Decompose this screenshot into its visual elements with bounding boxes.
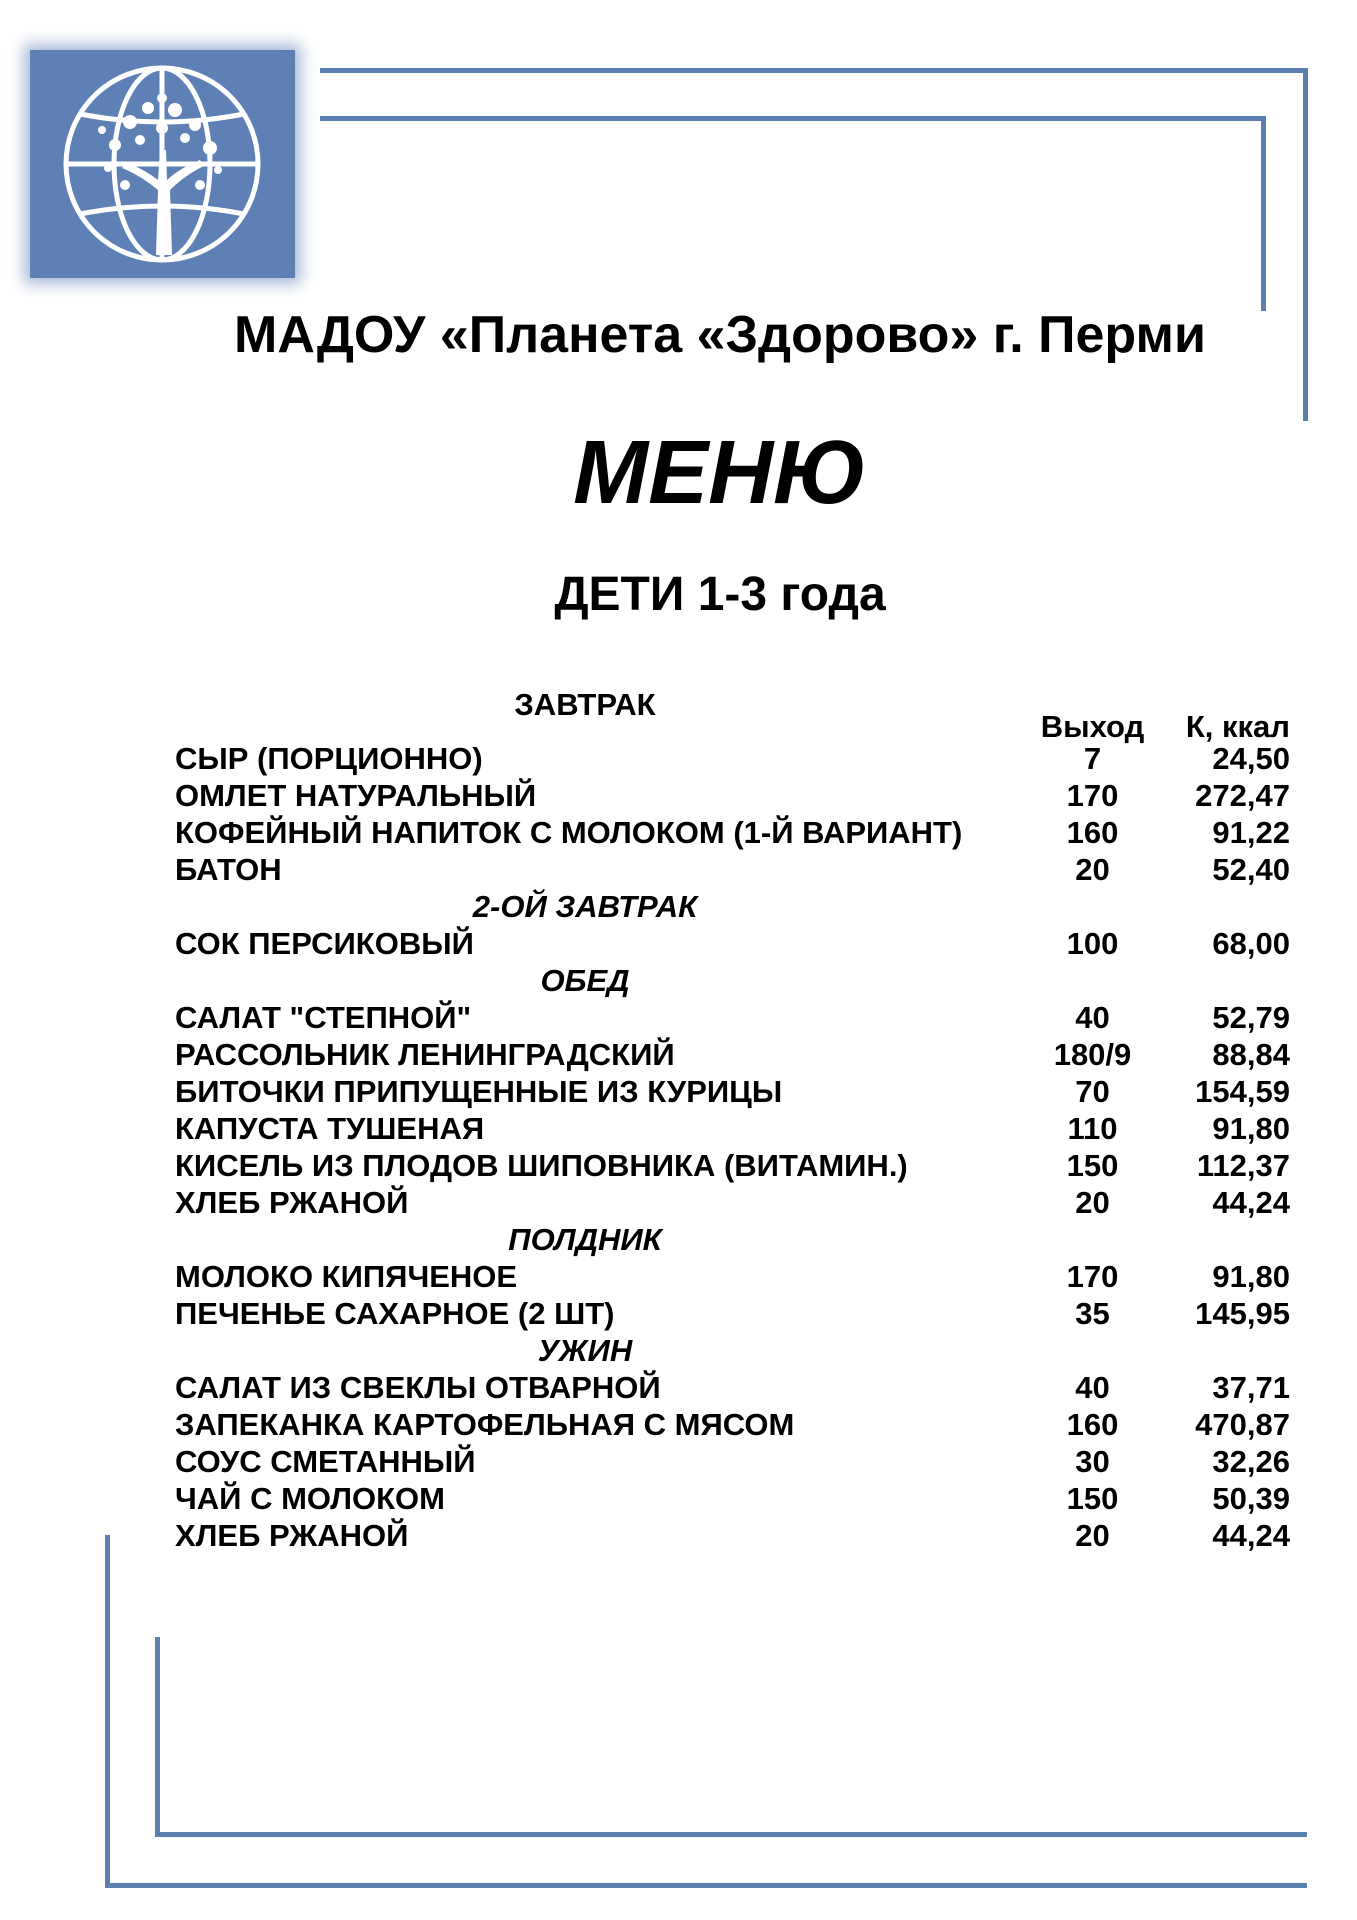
item-kcal: 91,22 [1212,815,1290,850]
menu-item-row [175,1110,1290,1147]
item-kcal: 91,80 [1212,1111,1290,1146]
item-name: ЧАЙ С МОЛОКОМ [175,1481,445,1516]
menu-item-row [175,1073,1290,1110]
frame-left-outer [105,1535,110,1888]
menu-item-row [175,851,1290,888]
menu-item-row [175,814,1290,851]
item-output: 40 [1075,1000,1110,1035]
item-name: ХЛЕБ РЖАНОЙ [175,1185,409,1220]
menu-item-row [175,925,1290,962]
column-header-output: Выход [1040,709,1145,744]
item-output: 40 [1075,1370,1110,1405]
menu-item-row [175,1258,1290,1295]
item-output: 170 [1066,1259,1119,1294]
item-name: БИТОЧКИ ПРИПУЩЕННЫЕ ИЗ КУРИЦЫ [175,1074,783,1109]
menu-table [175,685,1290,1554]
globe-tree-icon [30,50,295,278]
age-group-title: ДЕТИ 1-3 года [554,568,886,621]
organization-title: МАДОУ «Планета «Здорово» г. Перми [234,306,1206,364]
item-name: КОФЕЙНЫЙ НАПИТОК С МОЛОКОМ (1-Й ВАРИАНТ) [175,815,963,850]
item-name: КАПУСТА ТУШЕНАЯ [175,1111,485,1146]
item-name: САЛАТ "СТЕПНОЙ" [175,1000,472,1035]
item-output: 30 [1075,1444,1110,1479]
item-name: СЫР (ПОРЦИОННО) [175,741,483,776]
item-kcal: 88,84 [1212,1037,1290,1072]
frame-right-inner [1261,116,1266,311]
item-kcal: 52,40 [1212,852,1290,887]
item-kcal: 52,79 [1212,1000,1290,1035]
item-name: МОЛОКО КИПЯЧЕНОЕ [175,1259,518,1294]
menu-title: МЕНЮ [573,423,867,523]
menu-item-row [175,740,1290,777]
menu-item-row [175,999,1290,1036]
item-kcal: 24,50 [1212,741,1290,776]
logo [30,50,295,278]
menu-item-row [175,1369,1290,1406]
item-output: 100 [1066,926,1119,961]
item-name: ОМЛЕТ НАТУРАЛЬНЫЙ [175,778,537,813]
item-kcal: 32,26 [1212,1444,1290,1479]
frame-bottom-inner [155,1832,1307,1837]
item-kcal: 50,39 [1212,1481,1290,1516]
item-output: 110 [1067,1111,1118,1146]
item-kcal: 44,24 [1212,1518,1290,1553]
item-kcal: 272,47 [1195,778,1290,813]
item-name: БАТОН [175,852,282,887]
item-output: 150 [1066,1148,1119,1183]
item-kcal: 154,59 [1195,1074,1290,1109]
item-kcal: 44,24 [1212,1185,1290,1220]
frame-top-inner [320,116,1266,121]
frame-right-outer [1303,68,1308,421]
section-label: 2-ОЙ ЗАВТРАК [472,889,698,924]
item-output: 20 [1075,852,1110,887]
menu-item-row [175,1147,1290,1184]
frame-top-outer [320,68,1307,73]
menu-item-row [175,777,1290,814]
item-kcal: 470,87 [1195,1407,1290,1442]
section-label-breakfast: ЗАВТРАК [514,687,656,722]
item-output: 160 [1066,815,1119,850]
item-name: РАССОЛЬНИК ЛЕНИНГРАДСКИЙ [175,1037,675,1072]
frame-left-inner [155,1637,160,1835]
menu-item-row [175,1480,1290,1517]
item-name: ПЕЧЕНЬЕ САХАРНОЕ (2 ШТ) [175,1296,615,1331]
item-output: 170 [1066,778,1119,813]
item-kcal: 68,00 [1212,926,1290,961]
column-header-kcal: К, ккал [1185,709,1290,744]
item-name: СОУС СМЕТАННЫЙ [175,1444,476,1479]
menu-item-row [175,1406,1290,1443]
item-name: КИСЕЛЬ ИЗ ПЛОДОВ ШИПОВНИКА (ВИТАМИН.) [175,1148,908,1183]
section-label: ОБЕД [540,963,630,998]
item-output: 70 [1075,1074,1110,1109]
menu-item-row [175,1295,1290,1332]
item-output: 180/9 [1053,1037,1132,1072]
item-name: САЛАТ ИЗ СВЕКЛЫ ОТВАРНОЙ [175,1370,661,1405]
item-kcal: 91,80 [1212,1259,1290,1294]
menu-item-row [175,1517,1290,1554]
section-label: УЖИН [537,1333,633,1368]
table-header [175,685,1290,744]
item-name: ХЛЕБ РЖАНОЙ [175,1518,409,1553]
item-output: 35 [1075,1296,1110,1331]
item-name: СОК ПЕРСИКОВЫЙ [175,926,474,961]
item-kcal: 112,37 [1196,1148,1290,1183]
item-output: 20 [1075,1185,1110,1220]
breakfast-items [175,740,1290,888]
menu-item-row [175,1443,1290,1480]
frame-bottom-outer [105,1883,1307,1888]
item-output: 20 [1075,1518,1110,1553]
menu-sections [175,888,1290,1554]
menu-item-row [175,1036,1290,1073]
item-output: 160 [1066,1407,1119,1442]
section-label: ПОЛДНИК [508,1222,662,1257]
menu-item-row [175,1184,1290,1221]
item-kcal: 145,95 [1195,1296,1290,1331]
item-kcal: 37,71 [1212,1370,1290,1405]
item-output: 150 [1066,1481,1119,1516]
item-output: 7 [1083,741,1102,776]
item-name: ЗАПЕКАНКА КАРТОФЕЛЬНАЯ С МЯСОМ [175,1407,795,1442]
